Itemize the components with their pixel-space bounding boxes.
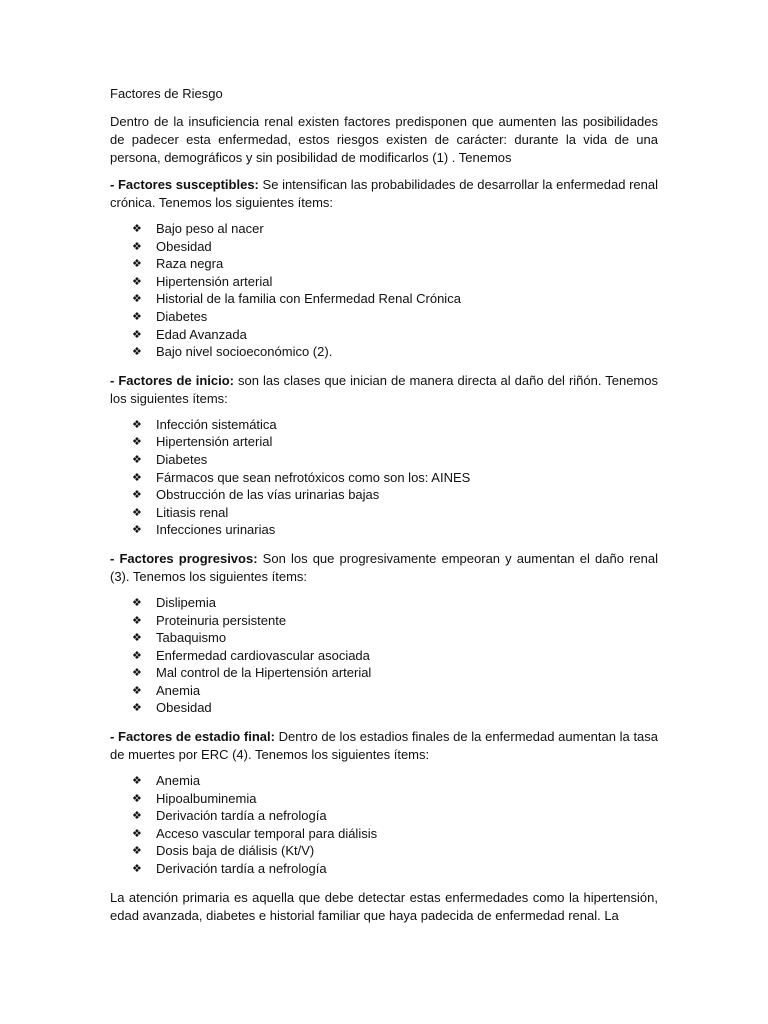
list-item-text: Infecciones urinarias xyxy=(156,522,276,538)
intro-paragraph: Dentro de la insuficiencia renal existen factores predisponen que aumenten las posibilidades de padecer esta enfermedad, estos riesgos existen de carácter: durante la vida de una persona, demográficos y sin posibilidad de modificarlos (1) . Tenemos xyxy=(110,114,658,165)
list-item xyxy=(110,629,658,647)
list-item-text: Fármacos que sean nefrotóxicos como son los: AINES xyxy=(156,469,471,485)
diamond-bullet-icon: ❖ xyxy=(132,417,142,431)
section-heading: - Factores de inicio: xyxy=(110,372,234,388)
section-intro xyxy=(110,728,658,764)
list-item-text: Bajo nivel socioeconómico (2). xyxy=(156,344,333,360)
diamond-bullet-icon: ❖ xyxy=(132,631,142,645)
list-item-text: Diabetes xyxy=(156,308,208,324)
list-item xyxy=(110,433,658,451)
diamond-bullet-icon: ❖ xyxy=(132,274,142,288)
list-item xyxy=(110,504,658,522)
list-item-text: Hipertensión arterial xyxy=(156,273,273,289)
list-item xyxy=(110,308,658,326)
list-item-text: Edad Avanzada xyxy=(156,326,247,342)
list-item-text: Hipertensión arterial xyxy=(156,434,273,450)
risk-factor-sections xyxy=(110,176,658,878)
section-intro xyxy=(110,550,658,586)
diamond-bullet-icon: ❖ xyxy=(132,844,142,858)
list-item xyxy=(110,664,658,682)
section-description: Dentro de los estadios finales de la enfermedad aumentan la tasa de muertes por ERC (4). Tenemos los siguientes ítems: xyxy=(110,729,659,763)
diamond-bullet-icon: ❖ xyxy=(132,809,142,823)
list-item-text: Infección sistemática xyxy=(156,416,277,432)
closing-paragraph: La atención primaria es aquella que debe detectar estas enfermedades como la hipertensión, edad avanzada, diabetes e historial familiar que haya padecida de enfermedad renal. La xyxy=(110,889,658,923)
diamond-bullet-icon: ❖ xyxy=(132,327,142,341)
list-item-text: Tabaquismo xyxy=(156,630,227,646)
list-item-text: Acceso vascular temporal para diálisis xyxy=(156,825,378,841)
list-item-text: Dosis baja de diálisis (Kt/V) xyxy=(156,843,315,859)
bullet-list xyxy=(110,416,658,539)
diamond-bullet-icon: ❖ xyxy=(132,257,142,271)
diamond-bullet-icon: ❖ xyxy=(132,826,142,840)
diamond-bullet-icon: ❖ xyxy=(132,488,142,502)
list-item xyxy=(110,255,658,273)
diamond-bullet-icon: ❖ xyxy=(132,505,142,519)
diamond-bullet-icon: ❖ xyxy=(132,774,142,788)
list-item xyxy=(110,343,658,361)
list-item xyxy=(110,860,658,878)
list-item xyxy=(110,612,658,630)
list-item-text: Litiasis renal xyxy=(156,504,229,520)
diamond-bullet-icon: ❖ xyxy=(132,666,142,680)
section-heading: - Factores de estadio final: xyxy=(110,729,275,745)
diamond-bullet-icon: ❖ xyxy=(132,222,142,235)
list-item-text: Anemia xyxy=(156,773,201,789)
list-item xyxy=(110,842,658,860)
document-body xyxy=(110,85,658,934)
list-item-text: Mal control de la Hipertensión arterial xyxy=(156,665,372,681)
list-item-text: Bajo peso al nacer xyxy=(156,221,264,236)
section-description: son las clases que inician de manera directa al daño del riñón. Tenemos los siguientes ítems: xyxy=(110,372,658,406)
list-item xyxy=(110,326,658,344)
section-heading: - Factores progresivos: xyxy=(110,550,258,566)
diamond-bullet-icon: ❖ xyxy=(132,345,142,359)
list-item-text: Diabetes xyxy=(156,451,208,467)
diamond-bullet-icon: ❖ xyxy=(132,791,142,805)
list-item xyxy=(110,290,658,308)
list-item-text: Obesidad xyxy=(156,238,212,254)
list-item xyxy=(110,469,658,487)
diamond-bullet-icon: ❖ xyxy=(132,701,142,715)
bullet-list xyxy=(110,220,658,361)
list-item xyxy=(110,594,658,612)
list-item-text: Anemia xyxy=(156,682,201,698)
diamond-bullet-icon: ❖ xyxy=(132,683,142,697)
list-item xyxy=(110,486,658,504)
bullet-list xyxy=(110,594,658,717)
document-title: Factores de Riesgo xyxy=(110,86,223,101)
diamond-bullet-icon: ❖ xyxy=(132,613,142,627)
diamond-bullet-icon: ❖ xyxy=(132,523,142,537)
list-item xyxy=(110,825,658,843)
list-item xyxy=(110,451,658,469)
section-heading: - Factores susceptibles: xyxy=(110,177,259,192)
list-item xyxy=(110,220,658,238)
list-item-text: Derivación tardía a nefrología xyxy=(156,861,327,877)
section-description: Se intensifican las probabilidades de desarrollar la enfermedad renal crónica. Tenemos los siguientes ítems: xyxy=(110,177,659,210)
diamond-bullet-icon: ❖ xyxy=(132,435,142,449)
diamond-bullet-icon: ❖ xyxy=(132,862,142,876)
list-item xyxy=(110,647,658,665)
section-intro xyxy=(110,372,658,408)
list-item-text: Proteinuria persistente xyxy=(156,612,287,628)
bullet-list xyxy=(110,772,658,878)
list-item xyxy=(110,790,658,808)
list-item xyxy=(110,772,658,790)
list-item-text: Obstrucción de las vías urinarias bajas xyxy=(156,487,380,503)
list-item-text: Hipoalbuminemia xyxy=(156,790,257,806)
diamond-bullet-icon: ❖ xyxy=(132,452,142,466)
list-item xyxy=(110,238,658,256)
list-item-text: Obesidad xyxy=(156,700,212,716)
list-item xyxy=(110,807,658,825)
diamond-bullet-icon: ❖ xyxy=(132,292,142,306)
list-item-text: Enfermedad cardiovascular asociada xyxy=(156,647,370,663)
diamond-bullet-icon: ❖ xyxy=(132,239,142,253)
list-item-text: Dislipemia xyxy=(156,594,216,610)
list-item-text: Historial de la familia con Enfermedad Renal Crónica xyxy=(156,291,461,307)
diamond-bullet-icon: ❖ xyxy=(132,470,142,484)
diamond-bullet-icon: ❖ xyxy=(132,648,142,662)
list-item-text: Derivación tardía a nefrología xyxy=(156,808,327,824)
list-item xyxy=(110,699,658,717)
list-item xyxy=(110,682,658,700)
section-intro xyxy=(110,176,658,212)
list-item xyxy=(110,416,658,434)
list-item xyxy=(110,521,658,539)
section-description: Son los que progresivamente empeoran y aumentan el daño renal (3). Tenemos los siguientes ítems: xyxy=(110,550,658,584)
list-item xyxy=(110,273,658,291)
list-item-text: Raza negra xyxy=(156,256,224,272)
diamond-bullet-icon: ❖ xyxy=(132,309,142,323)
diamond-bullet-icon: ❖ xyxy=(132,595,142,609)
